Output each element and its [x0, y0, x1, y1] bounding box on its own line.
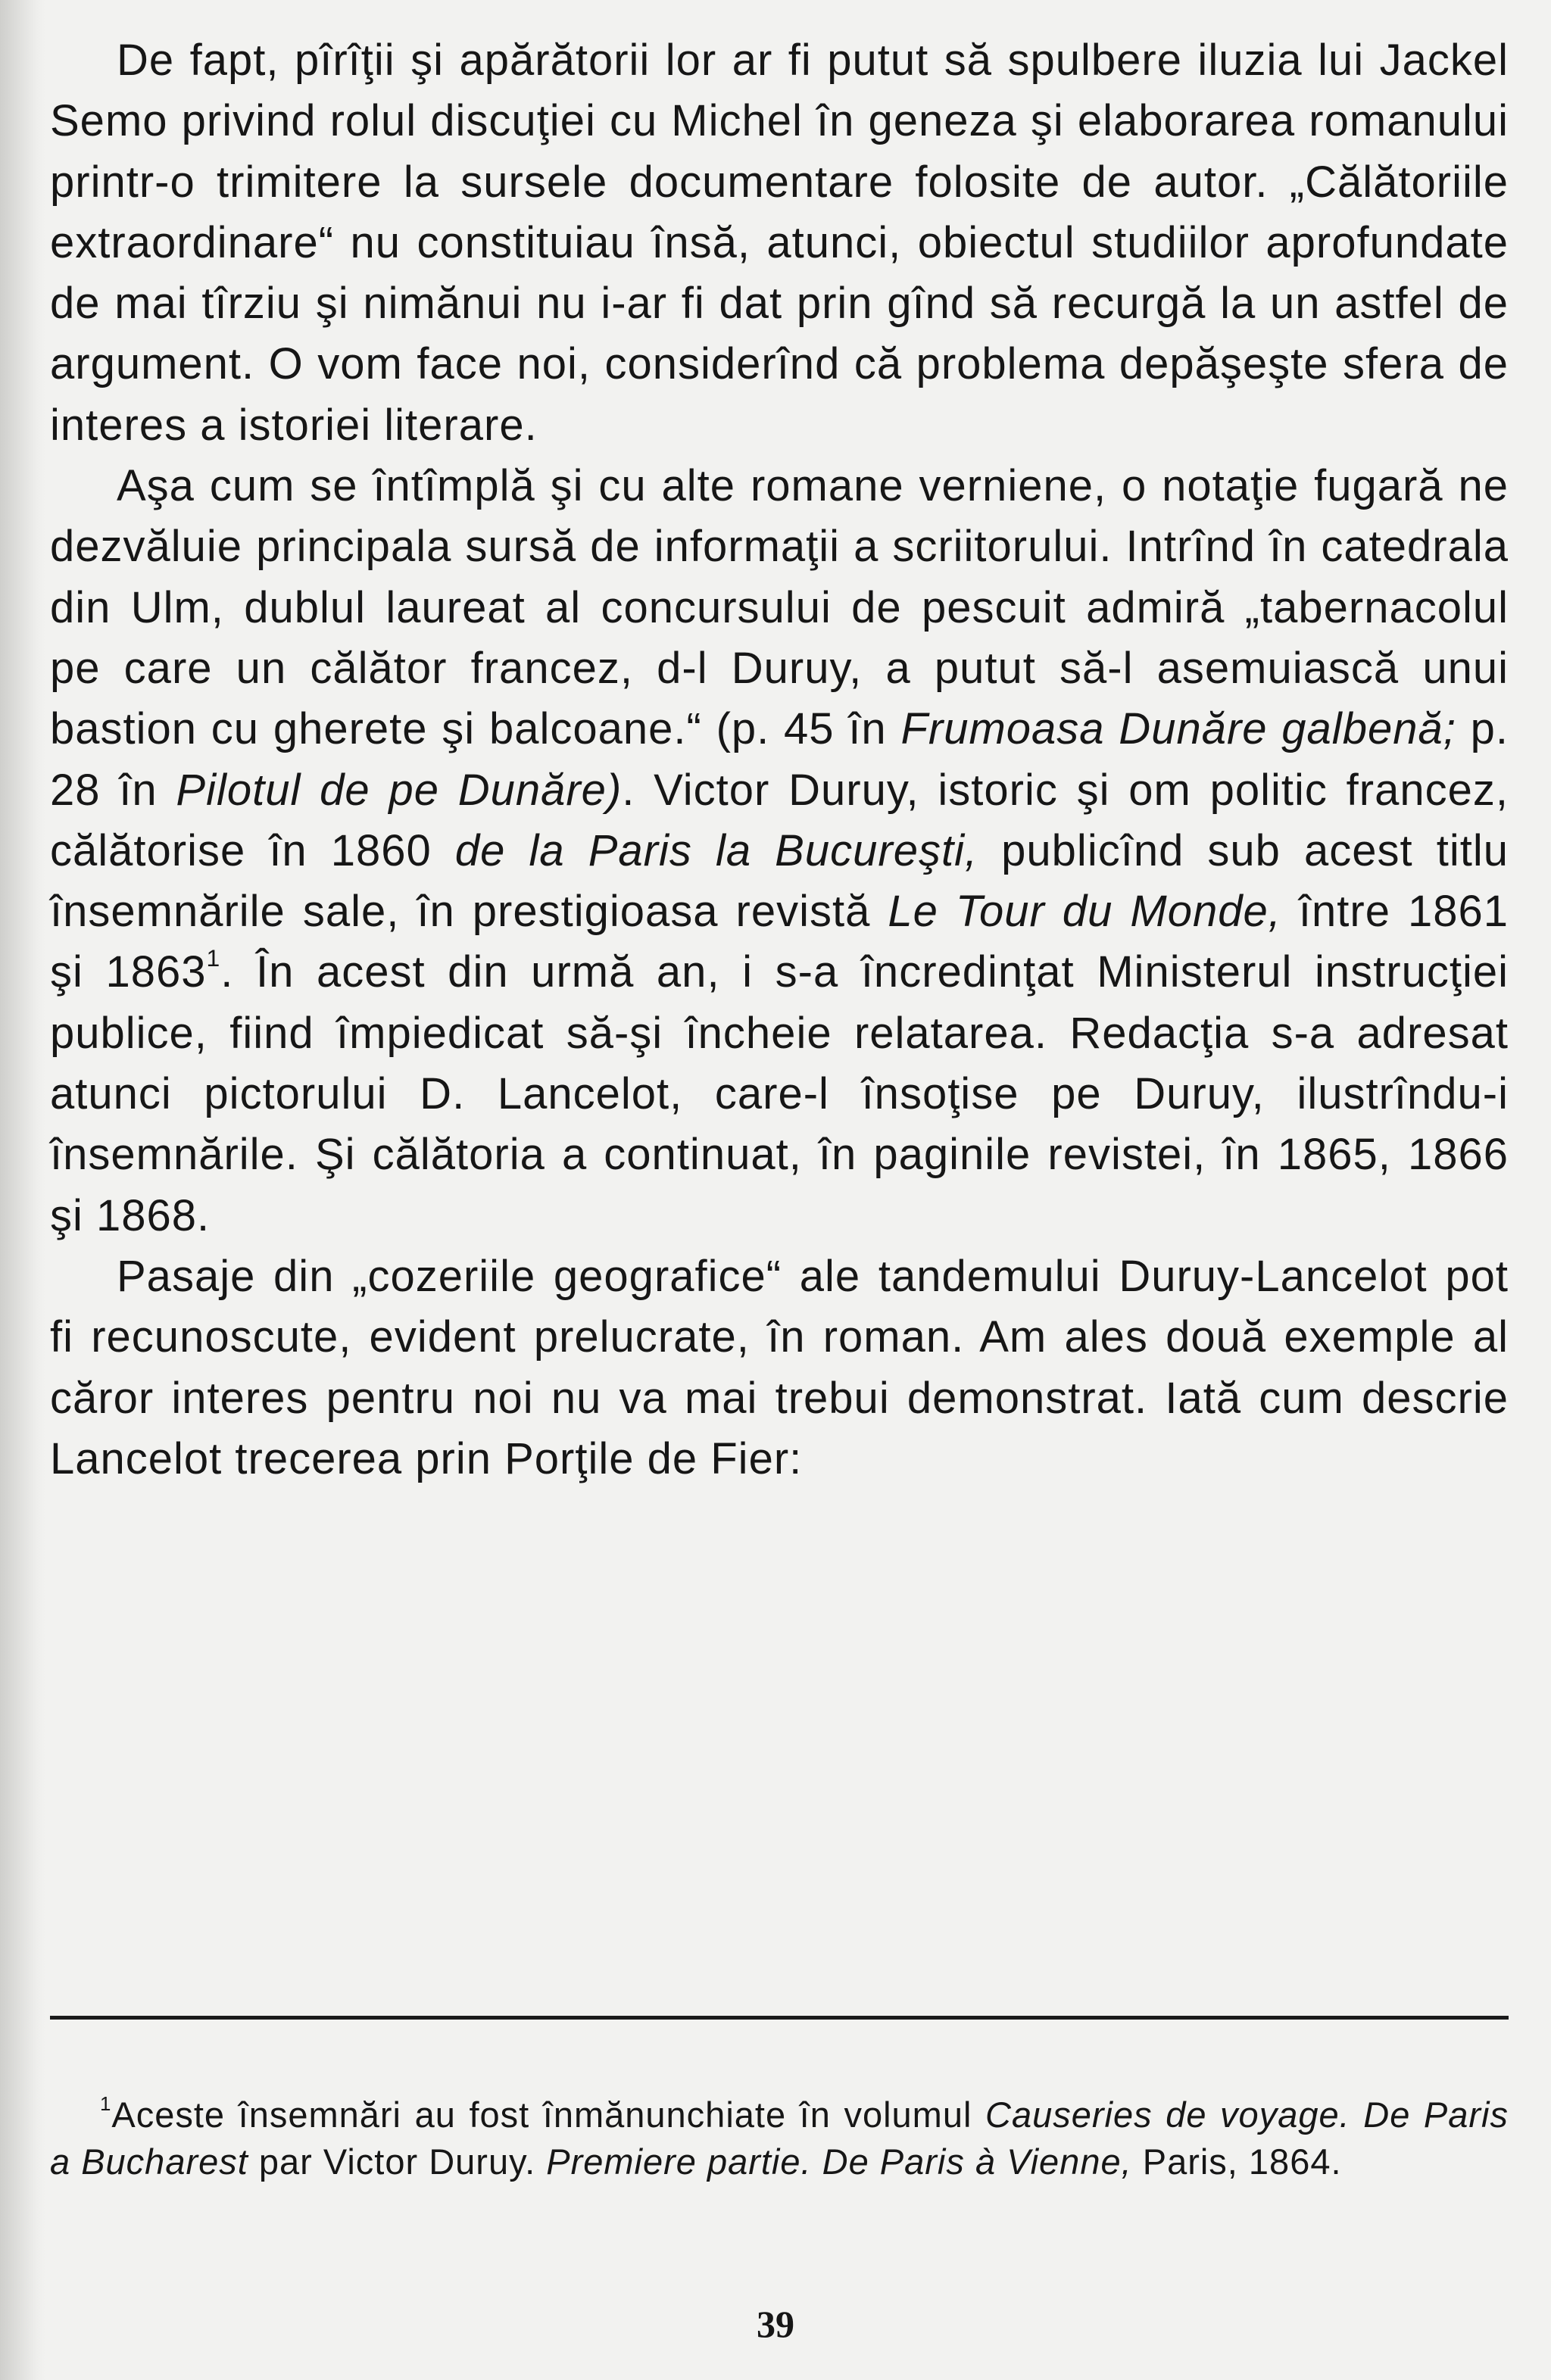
- italic-text-run: Causeries de voyage. De Paris a Bucharest: [50, 2095, 1509, 2182]
- body-text: [50, 30, 1509, 1489]
- text-run: De fapt, pîrîţii şi apărătorii lor ar fi putut să spulbere iluzia lui Jackel Semo privind rolul discuţiei cu Michel în geneza şi elaborarea romanului printr-o trimitere la sursele documentare folosite de autor. „Călătoriile extraordinare“ nu constituiau însă, atunci, obiectul studiilor aprofundate de mai tîrziu şi nimănui nu i-ar fi dat prin gînd să recurgă la un astfel de argument. O vom face noi, considerînd că problema depăşeşte sfera de interes a istoriei literare.: [50, 36, 1509, 450]
- footnote: [50, 2091, 1509, 2185]
- italic-text-run: Pilotul de pe Dunăre): [176, 765, 623, 815]
- paragraph: [50, 456, 1509, 1246]
- page-number: 39: [757, 2303, 794, 2345]
- footnote-marker: 1: [100, 2094, 112, 2116]
- text-run: Aşa cum se întîmplă şi cu alte romane verniene, o notaţie fugară ne dezvăluie principala sursă de informaţii a scriitorului. Intrînd în catedrala din Ulm, dublul laureat al concursului de pescuit admiră „tabernacolul pe care un călător francez, d-l Duruy, a putut să-l asemuiască unui bastion cu gherete şi balcoane.“ (p. 45 în: [50, 461, 1509, 754]
- text-run: publicînd sub acest titlu însemnările sale, în prestigioasa revistă: [50, 825, 1509, 937]
- text-run: par Victor Duruy.: [248, 2141, 547, 2182]
- text-run: Paris, 1864.: [1131, 2141, 1342, 2182]
- text-run: . În acest din urmă an, i s-a încredinţat Ministerul instrucţiei publice, fiind împiedicat să-şi încheie relatarea. Redacţia s-a adresat atunci pictorului D. Lancelot, care-l însoţise pe Duruy, ilustrîndu-i însemnările. Şi călătoria a continuat, în paginile revistei, în 1865, 1866 şi 1868.: [50, 947, 1509, 1240]
- text-run: Aceste însemnări au fost înmănunchiate în volumul: [111, 2095, 986, 2135]
- footnote-text: [50, 2091, 1509, 2185]
- paragraph: [50, 30, 1509, 456]
- footnote-marker: 1: [206, 944, 221, 972]
- footnote-separator: [50, 2016, 1509, 2020]
- italic-text-run: Premiere partie. De Paris à Vienne,: [546, 2141, 1132, 2182]
- text-run: Pasaje din „cozeriile geografice“ ale tandemului Duruy-Lancelot pot fi recunoscute, evident prelucrate, în roman. Am ales două exemple al căror interes pentru noi nu va mai trebui demonstrat. Iată cum descrie Lancelot trecerea prin Porţile de Fier:: [50, 1251, 1509, 1483]
- text-run: p. 28 în: [50, 704, 1509, 815]
- text-run: . Victor Duruy, istoric şi om politic francez, călătorise în 1860: [50, 765, 1509, 875]
- italic-text-run: de la Paris la Bucureşti,: [454, 825, 978, 875]
- text-run: între 1861 şi 1863: [50, 887, 1509, 997]
- italic-text-run: Frumoasa Dunăre galbenă;: [900, 704, 1456, 754]
- italic-text-run: Le Tour du Monde,: [888, 887, 1281, 937]
- paragraph: [50, 1246, 1509, 1489]
- binding-shadow: [0, 0, 45, 2380]
